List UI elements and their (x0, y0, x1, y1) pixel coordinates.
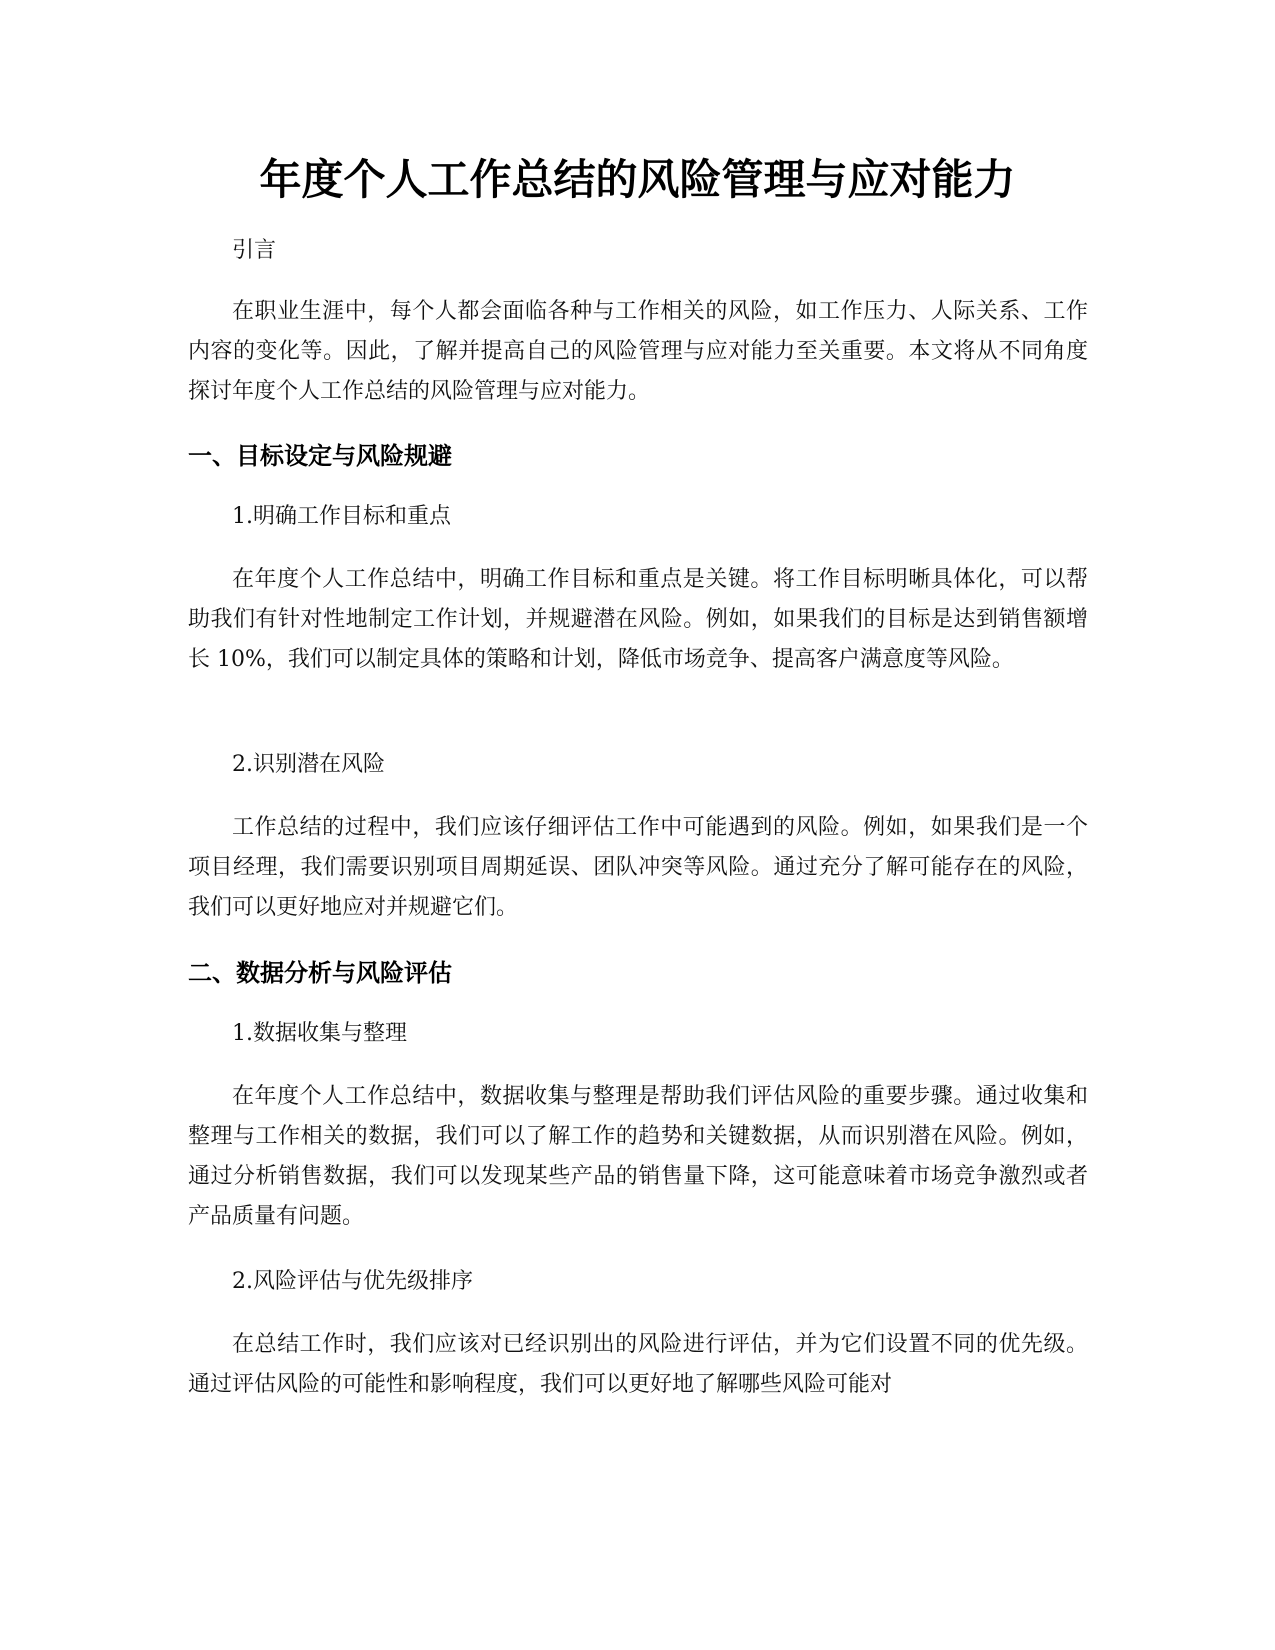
intro-label: 引言 (232, 238, 277, 263)
intro-paragraph: 在职业生涯中，每个人都会面临各种与工作相关的风险，如工作压力、人际关系、工作内容的变化等。因此，了解并提高自己的风险管理与应对能力至关重要。本文将从不同角度探讨年度个人工作总结的风险管理与应对能力。 (188, 299, 1088, 404)
section-2-sub-2-paragraph: 在总结工作时，我们应该对已经识别出的风险进行评估，并为它们设置不同的优先级。通过评估风险的可能性和影响程度，我们可以更好地了解哪些风险可能对 (188, 1332, 1088, 1397)
section-1-sub-2-paragraph: 工作总结的过程中，我们应该仔细评估工作中可能遇到的风险。例如，如果我们是一个项目经理，我们需要识别项目周期延误、团队冲突等风险。通过充分了解可能存在的风险，我们可以更好地应对并规避它们。 (188, 815, 1088, 920)
section-1-sub-2-heading: 2.识别潜在风险 (232, 752, 385, 777)
section-2-heading: 二、数据分析与风险评估 (188, 959, 452, 987)
section-1-sub-1-paragraph: 在年度个人工作总结中，明确工作目标和重点是关键。将工作目标明晰具体化，可以帮助我们有针对性地制定工作计划，并规避潜在风险。例如，如果我们的目标是达到销售额增长 10%，我们可以制定具体的策略和计划，降低市场竞争、提高客户满意度等风险。 (188, 567, 1088, 672)
section-2-sub-2-heading: 2.风险评估与优先级排序 (232, 1269, 473, 1294)
section-1-heading: 一、目标设定与风险规避 (188, 442, 452, 470)
section-2-sub-1-heading: 1.数据收集与整理 (232, 1021, 407, 1046)
document-title: 年度个人工作总结的风险管理与应对能力 (259, 155, 1016, 204)
section-2-sub-1-paragraph: 在年度个人工作总结中，数据收集与整理是帮助我们评估风险的重要步骤。通过收集和整理与工作相关的数据，我们可以了解工作的趋势和关键数据，从而识别潜在风险。例如，通过分析销售数据，我们可以发现某些产品的销售量下降，这可能意味着市场竞争激烈或者产品质量有问题。 (188, 1084, 1088, 1229)
section-1-sub-1-heading: 1.明确工作目标和重点 (232, 504, 451, 529)
